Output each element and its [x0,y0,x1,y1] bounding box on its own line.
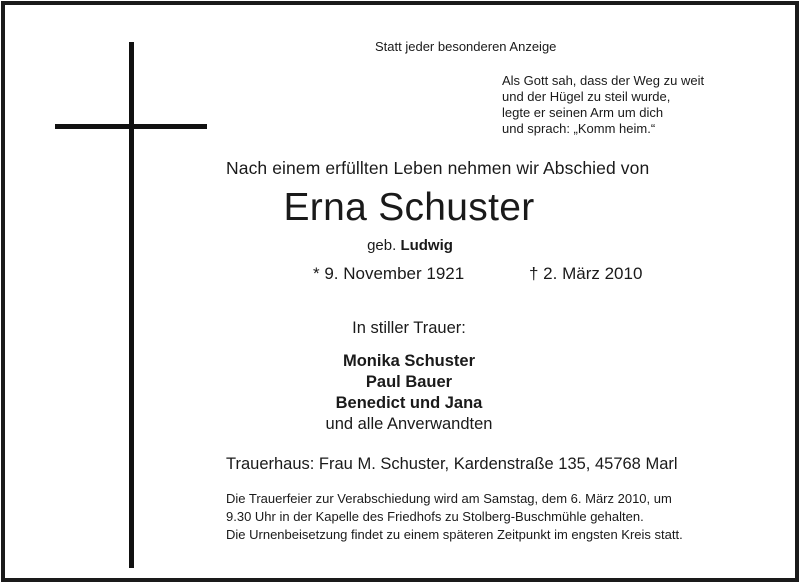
trauerhaus-address: Trauerhaus: Frau M. Schuster, Kardenstraße 135, 45768 Marl [226,455,678,473]
born-prefix: geb. [367,237,397,254]
poem-line: legte er seinen Arm um dich [502,105,664,120]
mourner-name: Benedict und Jana [335,394,483,412]
obituary-frame [1,1,799,582]
death-date: † 2. März 2010 [529,264,643,283]
note-line: Die Urnenbeisetzung findet zu einem späteren Zeitpunkt im engsten Kreis statt. [226,527,683,542]
header-text: Statt jeder besonderen Anzeige [375,39,557,54]
mourner-name: Paul Bauer [365,373,453,391]
note-line: Die Trauerfeier zur Verabschiedung wird am Samstag, dem 6. März 2010, um [226,491,672,506]
cross-horizontal-bar [55,124,207,129]
poem-line: und sprach: „Komm heim.“ [502,121,656,136]
mourner-name: Monika Schuster [342,352,476,370]
maiden-name [5,237,795,254]
born-name: Ludwig [400,237,453,254]
cross-vertical-bar [129,42,134,568]
note-line: 9.30 Uhr in der Kapelle des Friedhofs zu Stolberg-Buschmühle gehalten. [226,509,644,524]
mourners-block [5,318,795,435]
birth-date: * 9. November 1921 [313,264,465,283]
deceased-name: Erna Schuster [283,186,535,229]
intro-text: Nach einem erfüllten Leben nehmen wir Abschied von [226,158,650,178]
mourners-closing: und alle Anverwandten [325,415,493,433]
poem-line: Als Gott sah, dass der Weg zu weit [502,73,705,88]
poem-line: und der Hügel zu steil wurde, [502,89,671,104]
poem [502,73,704,137]
ceremony-notes [226,490,683,544]
mourners-heading: In stiller Trauer: [352,319,466,337]
